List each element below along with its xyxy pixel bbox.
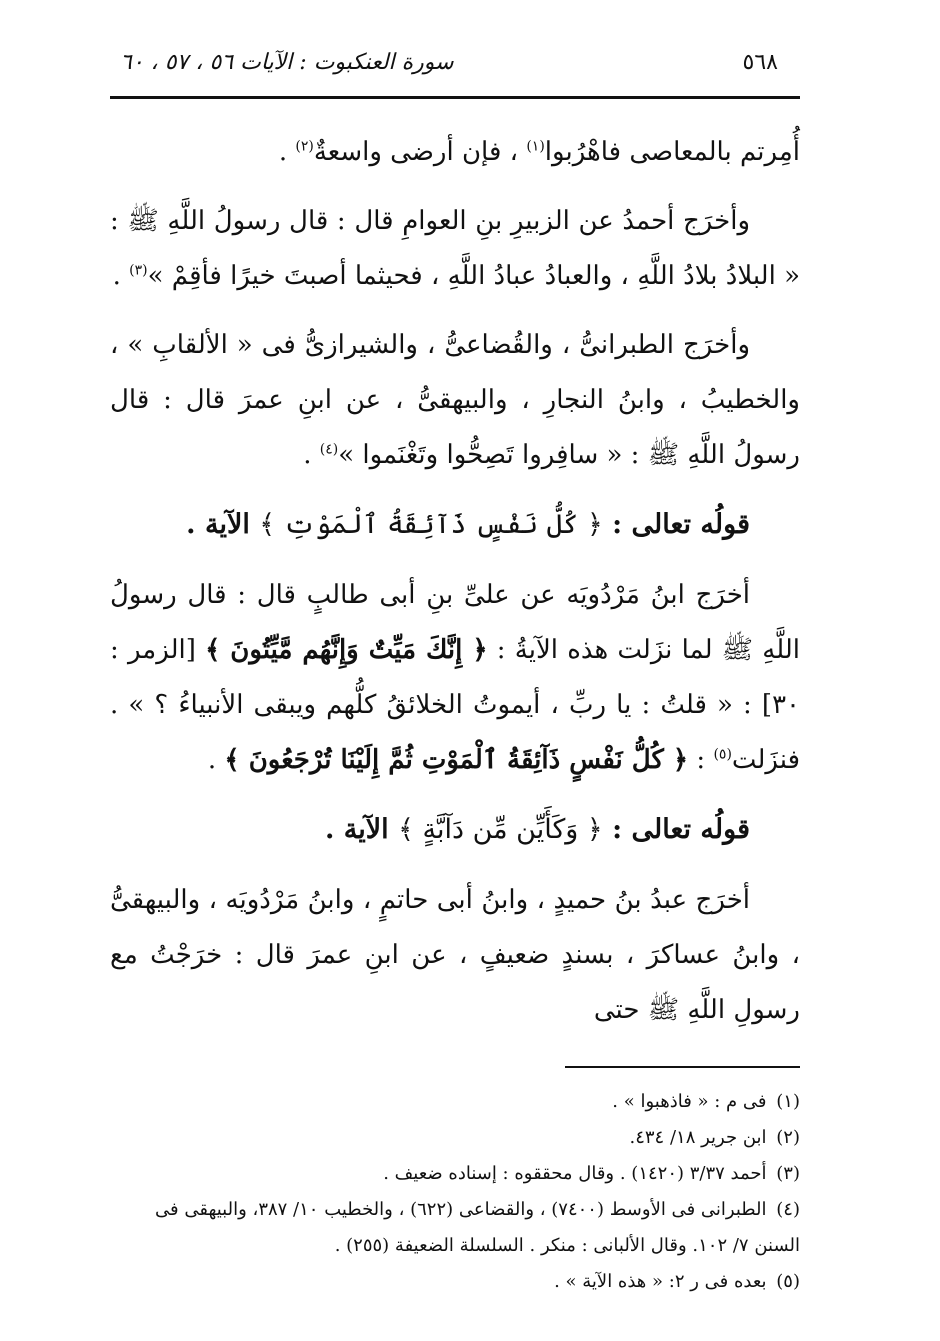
header-rule: [110, 96, 800, 99]
page-header: [110, 50, 800, 90]
text-segment: وأخرَج الطبرانىُّ ، والقُضاعىُّ ، والشيرازىُّ فى « الألقابِ » ، والخطيبُ ، وابنُ النجارِ ، والبيهقىُّ ، عن ابنِ عمرَ قال : قال رسولُ اللَّهِ ﷺ : « سافِروا تَصِحُّوا وتَغْنَموا »: [110, 330, 800, 470]
footnotes: [110, 1084, 800, 1300]
text-segment: .: [112, 261, 130, 291]
footnote-number: (٣): [776, 1163, 800, 1184]
main-text: [110, 125, 800, 1038]
text-segment: [الزمر : ٣٠] : « قلتُ : يا ربِّ ، أيموتُ الخلائقُ كلُّهم ويبقى الأنبياءُ ؟ » . فنزَلت: [110, 635, 800, 775]
text-segment: :: [688, 745, 714, 775]
text-segment: .: [303, 440, 320, 470]
footnote-text: ابن جرير ١٨/ ٤٣٤.: [629, 1127, 767, 1148]
text-segment: أُمِرتم بالمعاصى فاهْرُبوا: [544, 137, 800, 167]
footnote: [110, 1120, 800, 1156]
text-segment: قولُه تعالى :: [602, 509, 750, 540]
paragraph: [110, 318, 800, 483]
paragraph: [110, 194, 800, 304]
text-segment: وأخرَج أحمدُ عن الزبيرِ بنِ العوامِ قال : قال رسولُ اللَّهِ ﷺ : « البلادُ بلادُ اللَّهِ ، والعبادُ عبادُ اللَّهِ ، فحيثما أصبتَ خيرًا فأقِمْ »: [110, 206, 800, 291]
text-segment: الآية .: [186, 509, 260, 540]
quran-verse: ﴿ وَكَأَيِّن مِّن دَآبَّةٍ ﴾: [398, 814, 603, 845]
section-heading: [110, 802, 800, 857]
footnote: [110, 1264, 800, 1300]
paragraph: [110, 873, 800, 1038]
footnote-number: (١): [776, 1091, 800, 1112]
footnote-text: فى م : « فاذهبوا » .: [612, 1091, 767, 1112]
text-segment: ، فإن أرضى واسعةٌ: [313, 137, 527, 167]
footnote-number: (٥): [776, 1271, 800, 1292]
footnote-reference[interactable]: (٤): [319, 441, 339, 458]
footnote: [110, 1156, 800, 1192]
footnote-reference[interactable]: (٢): [295, 138, 314, 155]
footnote-text: أحمد ٣/٣٧ (١٤٢٠) . وقال محققوه : إسناده ضعيف .: [383, 1163, 767, 1184]
text-segment: .: [278, 137, 296, 167]
quran-verse: ﴿ كُلُّ نَفْسٍ ذَآئِقَةُ ٱلْمَوْتِ ﴾: [259, 509, 603, 540]
footnote-number: (٤): [776, 1199, 800, 1220]
text-segment: أخرَج ابنُ مَرْدُويَه عن علىِّ بنِ أبى طالبٍ قال : قال رسولُ اللَّهِ ﷺ لما نزَلت هذه الآيةُ :: [110, 580, 800, 665]
quran-verse: ﴿ إِنَّكَ مَيِّتٌ وَإِنَّهُم مَّيِّتُونَ ﴾: [205, 635, 488, 665]
footnote-reference[interactable]: (١): [526, 138, 545, 155]
footnote-number: (٢): [776, 1127, 800, 1148]
text-segment: أخرَج عبدُ بنُ حميدٍ ، وابنُ أبى حاتمٍ ، وابنُ مَرْدُويَه ، والبيهقىُّ ، وابنُ عساكرَ ، بسندٍ ضعيفٍ ، عن ابنِ عمرَ قال : خرَجْتُ مع رسولِ اللَّهِ ﷺ حتى: [110, 885, 800, 1025]
page-number: ٥٦٨: [742, 50, 778, 75]
footnote-text: الطبرانى فى الأوسط (٧٤٠٠) ، والقضاعى (٦٢٢) ، والخطيب ١٠/ ٣٨٧، والبيهقى فى السنن ٧/ ١٠٢. وقال الألبانى : منكر . السلسلة الضعيفة (٢٥٥) .: [155, 1199, 800, 1256]
paragraph: [110, 125, 800, 180]
footnote-text: بعده فى ر ٢: « هذه الآية » .: [554, 1271, 767, 1292]
footnote-rule: [565, 1066, 800, 1068]
footnote-reference[interactable]: (٥): [713, 746, 732, 763]
book-page: [110, 50, 800, 1300]
paragraph: [110, 568, 800, 788]
text-segment: الآية .: [324, 814, 399, 845]
text-segment: قولُه تعالى :: [602, 814, 750, 845]
footnote-reference[interactable]: (٣): [129, 262, 148, 279]
section-heading: [110, 497, 800, 552]
quran-verse: ﴿ كُلُّ نَفْسٍ ذَآئِقَةُ ٱلْمَوْتِ ثُمَّ إِلَيْنَا تُرْجَعُونَ ﴾: [224, 745, 689, 775]
footnote: [110, 1192, 800, 1264]
running-title: سورة العنكبوت : الآيات ٥٦ ، ٥٧ ، ٦٠: [120, 50, 454, 75]
text-segment: .: [207, 745, 225, 775]
footnote: [110, 1084, 800, 1120]
